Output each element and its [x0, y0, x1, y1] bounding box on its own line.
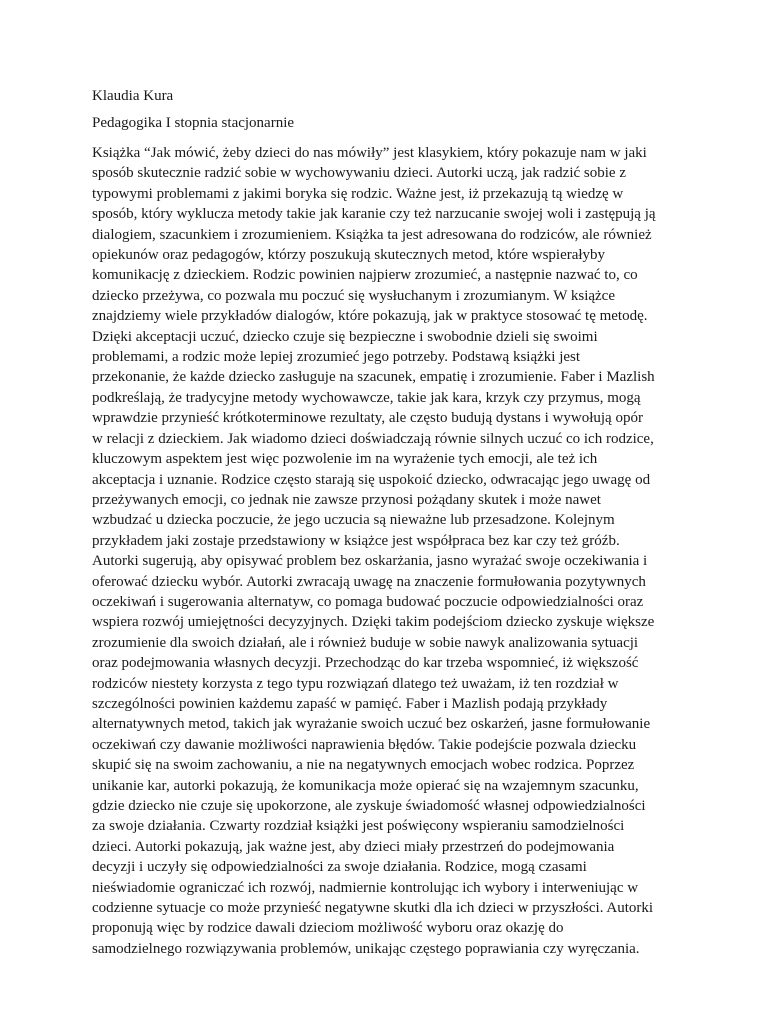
body-line: nieświadomie ograniczać ich rozwój, nadmiernie kontrolując ich wybory i interweniując w [92, 879, 639, 896]
body-line: znajdziemy wiele przykładów dialogów, które pokazują, jak w praktyce stosować tę metodę. [92, 308, 648, 325]
body-line: proponują więc by rodzice dawali dzieciom możliwość wyboru oraz okazję do [92, 920, 564, 937]
body-line: oraz podejmowania własnych decyzji. Przechodząc do kar trzeba wspomnieć, iż większość [92, 655, 639, 672]
body-line: typowymi problemami z jakimi boryka się rodzic. Ważne jest, iż przekazują tą wiedzę w [92, 185, 624, 202]
body-line: samodzielnego rozwiązywania problemów, unikając częstego poprawiania czy wyręczania. [92, 940, 640, 957]
body-line: oczekiwań czy dawanie możliwości naprawienia błędów. Takie podejście pozwala dziecku [92, 736, 637, 753]
body-line: dialogiem, szacunkiem i zrozumieniem. Książka ta jest adresowana do rodziców, ale również [92, 226, 652, 243]
body-line: sposób skutecznie radzić sobie w wychowywaniu dzieci. Autorki uczą, jak radzić sobie z [92, 165, 626, 182]
body-line: Książka “Jak mówić, żeby dzieci do nas mówiły” jest klasykiem, który pokazuje nam w jaki [92, 145, 647, 161]
body-line: decyzji i uczyły się odpowiedzialności za swoje działania. Rodzice, mogą czasami [92, 859, 587, 876]
body-line: unikanie kar, autorki pokazują, że komunikacja może opierać się na wzajemnym szacunku, [92, 777, 639, 794]
body-line: podkreślają, że tradycyjne metody wychowawcze, takie jak kara, krzyk czy przymus, mogą [92, 389, 641, 406]
body-line: Autorki sugerują, aby opisywać problem bez oskarżania, jasno wyrażać swoje oczekiwania i [92, 553, 648, 570]
author-name: Klaudia Kura [92, 88, 174, 104]
body-line: w relacji z dzieckiem. Jak wiadomo dzieci doświadczają równie silnych uczuć co ich rodzice, [92, 430, 654, 447]
body-line: przykładem jaki zostaje przedstawiony w książce jest współpraca bez kar czy też gróźb. [92, 532, 620, 549]
body-line: oczekiwań i sugerowania alternatyw, co pomaga budować poczucie odpowiedzialności oraz [92, 593, 644, 610]
body-line: szczególności powinien każdemu zapaść w pamięć. Faber i Mazlish podają przykłady [92, 695, 608, 712]
body-line: codzienne sytuacje co może przynieść negatywne skutki dla ich dzieci w przyszłości. Autorki [92, 900, 654, 917]
body-line: kluczowym aspektem jest więc pozwolenie im na wyrażenie tych emocji, ale też ich [92, 451, 598, 468]
body-line: Dzięki akceptacji uczuć, dziecko czuje się bezpieczne i swobodnie dzieli się swoimi [92, 328, 598, 345]
body-line: skupić się na swoim zachowaniu, a nie na negatywnych emocjach wobec rodzica. Poprzez [92, 757, 635, 774]
body-line: za swoje działania. Czwarty rozdział książki jest poświęcony wspieraniu samodzielności [92, 818, 625, 835]
document-content [92, 86, 672, 959]
body-paragraph [92, 143, 672, 959]
body-line: rodziców niestety korzysta z tego typu rozwiązań dlatego też uważam, iż ten rozdział w [92, 675, 619, 692]
body-line: przekonanie, że każde dziecko zasługuje na szacunek, empatię i zrozumienie. Faber i Mazlish [92, 369, 655, 386]
body-line: komunikację z dzieckiem. Rodzic powinien najpierw zrozumieć, a następnie nazwać to, co [92, 267, 638, 284]
body-line: alternatywnych metod, takich jak wyrażanie swoich uczuć bez oskarżeń, jasne formułowanie [92, 716, 651, 733]
body-line: sposób, który wyklucza metody takie jak karanie czy też narzucanie swojej woli i zastępują ją [92, 206, 656, 223]
body-line: wprawdzie przynieść krótkoterminowe rezultaty, ale często budują dystans i wywołują opór [92, 410, 643, 427]
body-line: problemami, a rodzic może lepiej zrozumieć jego potrzeby. Podstawą książki jest [92, 349, 581, 366]
body-line: wspiera rozwój umiejętności decyzyjnych. Dzięki takim podejściom dziecko zyskuje większe [92, 614, 655, 631]
course-name: Pedagogika I stopnia stacjonarnie [92, 115, 295, 131]
body-line: dzieci. Autorki pokazują, jak ważne jest, aby dzieci miały przestrzeń do podejmowania [92, 838, 615, 855]
body-line: zrozumienie dla swoich działań, ale i również buduje w sobie nawyk analizowania sytuacji [92, 634, 639, 651]
body-line: oferować dziecku wybór. Autorki zwracają uwagę na znaczenie formułowania pozytywnych [92, 573, 646, 590]
body-line: akceptacja i uznanie. Rodzice często starają się uspokoić dziecko, odwracając jego uwagę od [92, 471, 651, 488]
body-line: gdzie dziecko nie czuje się upokorzone, ale zyskuje świadomość własnej odpowiedzialności [92, 798, 646, 814]
body-line: wzbudzać u dziecka poczucie, że jego uczucia są nieważne lub przesadzone. Kolejnym [92, 512, 615, 529]
body-line: przeżywanych emocji, co jednak nie zawsze przynosi pożądany skutek i może nawet [92, 491, 601, 508]
body-line: dziecko przeżywa, co pozwala mu poczuć się wysłuchanym i zrozumianym. W książce [92, 287, 615, 304]
body-line: opiekunów oraz pedagogów, którzy poszukują skutecznych metod, które wspierałyby [92, 247, 606, 264]
